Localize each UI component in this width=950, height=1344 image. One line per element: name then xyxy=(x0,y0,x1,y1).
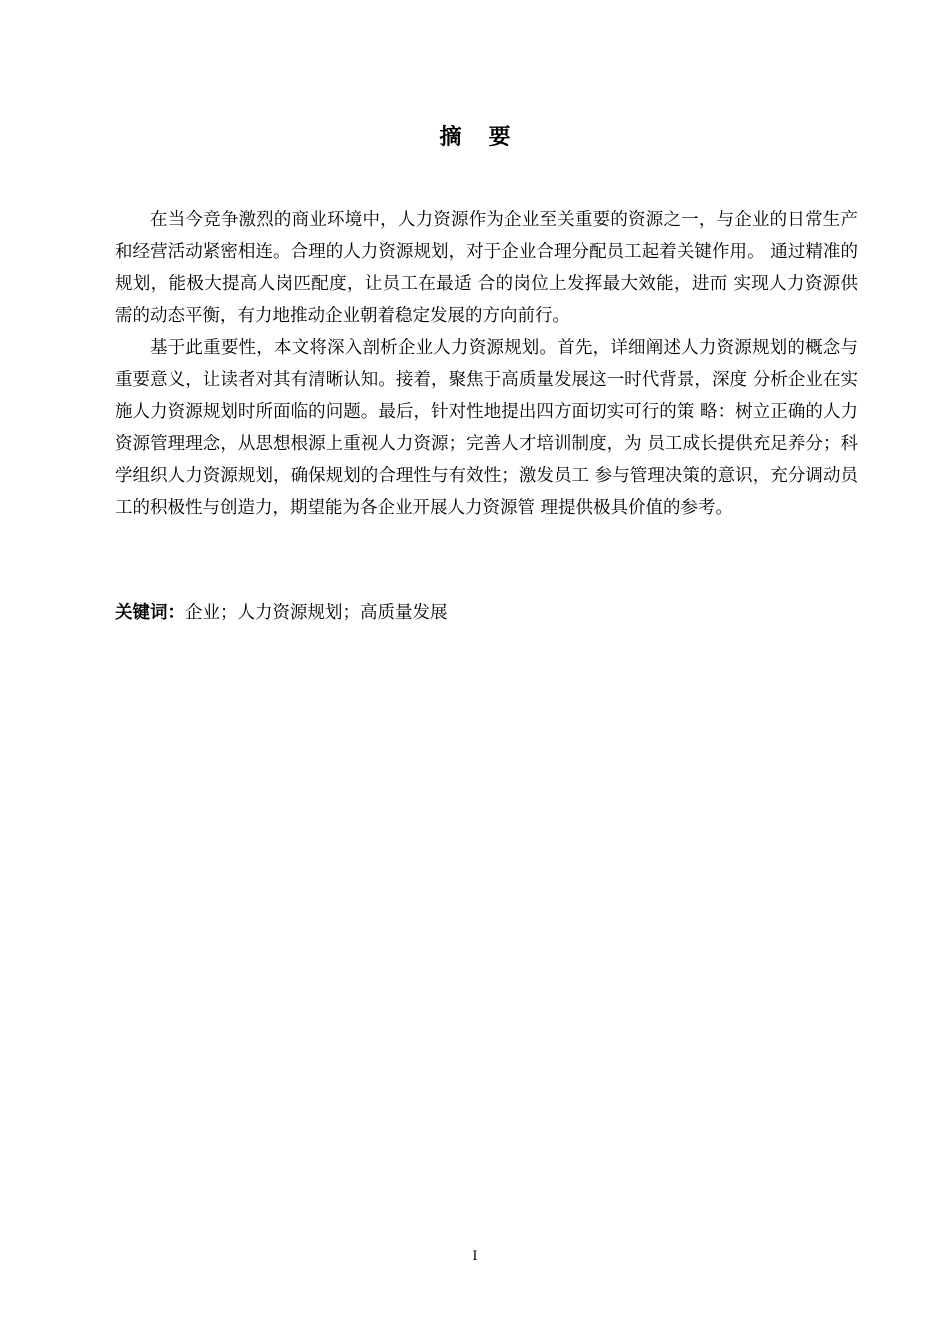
page-number: I xyxy=(472,1249,478,1264)
abstract-paragraph-2: 基于此重要性，本文将深入剖析企业人力资源规划。首先，详细阐述人力资源规划的概念与重要意义，让读者对其有清晰认知。接着，聚焦于高质量发展这一时代背景，深度 分析企业在实施人力资源规划时所面临的问题。最后，针对性地提出四方面切实可行的策 略：树立正确的人力资源管理理念，从思想根源上重视人力资源；完善人才培训制度，为 员工成长提供充足养分；科学组织人力资源规划，确保规划的合理性与有效性；激发员工 参与管理决策的意识，充分调动员工的积极性与创造力，期望能为各企业开展人力资源管 理提供极具价值的参考。 xyxy=(115,338,858,518)
keywords-label: 关键词： xyxy=(115,603,185,623)
keywords-line xyxy=(115,598,858,628)
keywords-value: 企业；人力资源规划；高质量发展 xyxy=(185,603,448,623)
abstract-body xyxy=(115,204,858,524)
page-title: 摘要 xyxy=(439,125,538,150)
abstract-paragraph-1: 在当今竞争激烈的商业环境中，人力资源作为企业至关重要的资源之一，与企业的日常生产和经营活动紧密相连。合理的人力资源规划，对于企业合理分配员工起着关键作用。 通过精准的规划，能极大提高人岗匹配度，让员工在最适 合的岗位上发挥最大效能，进而 实现人力资源供需的动态平衡，有力地推动企业朝着稳定发展的方向前行。 xyxy=(115,210,858,326)
